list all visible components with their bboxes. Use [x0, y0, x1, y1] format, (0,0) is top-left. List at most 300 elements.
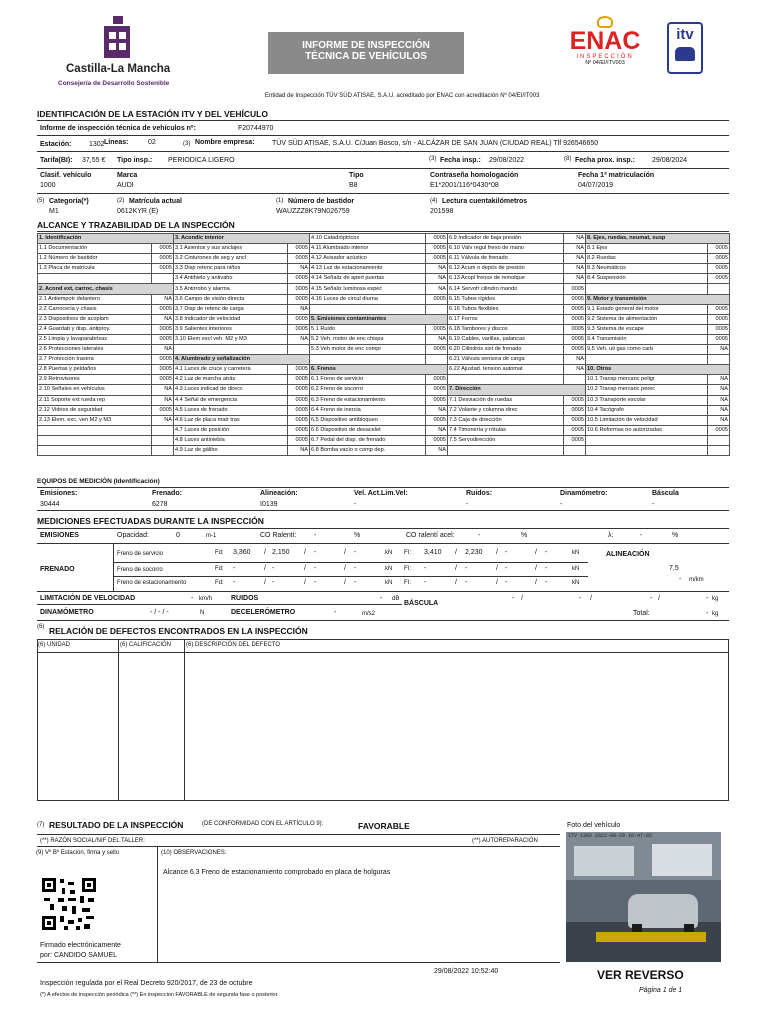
- dinamo-values: - / - / -: [150, 609, 169, 616]
- alcance-item: 2.1 Antiempotr delantero: [38, 294, 152, 304]
- fi-sep: /: [455, 579, 457, 586]
- alcance-result: 0005: [288, 274, 310, 284]
- alcance-row: [38, 405, 730, 415]
- report-no-label: Informe de inspección técnica de vehículos nº:: [40, 125, 196, 132]
- serv-label: Freno de servicio: [117, 551, 164, 557]
- lines: 02: [148, 139, 156, 146]
- fd-value-2: 2,150: [272, 549, 290, 556]
- resultado-title: RESULTADO DE LA INSPECCIÓN: [49, 820, 184, 830]
- ruid: -: [466, 501, 469, 508]
- company-label: Nombre empresa:: [195, 139, 255, 146]
- alcance-row: [38, 324, 730, 334]
- vehicle-photo: [566, 832, 721, 962]
- alcance-result: NA: [288, 334, 310, 344]
- fd-value-1: -: [233, 579, 236, 586]
- taller-label: (**) RAZÓN SOCIAL/NIF DEL TALLER:: [40, 838, 145, 844]
- alcance-result: NA: [426, 405, 448, 415]
- region-name: Castilla-La Mancha: [66, 63, 171, 75]
- alcance-result: 0005: [288, 435, 310, 445]
- enac-number: Nº 04/EI/ITV003: [585, 60, 625, 66]
- alcance-row: [38, 425, 730, 435]
- alcance-item: 6.17 Forros: [448, 314, 564, 324]
- fi-sep: /: [496, 565, 498, 572]
- kg-unit: kg: [712, 596, 719, 602]
- report-title-banner: [268, 32, 464, 74]
- alcance-row: [38, 304, 730, 314]
- dina: -: [560, 501, 563, 508]
- alcance-result: 0005: [426, 244, 448, 254]
- alcance-item: 6.13 Acopl frenos de remolque: [448, 274, 564, 284]
- basc: -: [652, 501, 655, 508]
- alineacion-value: 7,5: [669, 565, 679, 572]
- co-ral: -: [314, 532, 317, 539]
- kn-unit: kN: [572, 580, 580, 586]
- fi-value-4: -: [545, 549, 548, 556]
- alcance-result: NA: [708, 395, 730, 405]
- alcance-item: 6.10 Válv regul freno de mano: [448, 244, 564, 254]
- vin: WAUZZZ8K79N026759: [276, 208, 350, 215]
- enac-text: ENAC: [569, 27, 641, 55]
- alcance-item: 4.16 Luces de circul diurna: [310, 294, 426, 304]
- alcance-item: 9.2 Sistema de alimentación: [586, 314, 708, 324]
- opacidad-label: Opacidad:: [117, 532, 149, 539]
- km-label: Lectura cuentakilómetros: [442, 198, 528, 205]
- car-icon: [675, 47, 695, 61]
- rd-text: Inspección regulada por el Real Decreto 920/2017, de 23 de octubre: [40, 980, 253, 987]
- alcance-result: NA: [152, 395, 174, 405]
- alin-label: Alineación:: [260, 490, 298, 497]
- alcance-result: [426, 304, 448, 314]
- alcance-result: NA: [564, 274, 586, 284]
- ruid-label: Ruidos:: [466, 490, 493, 497]
- fd-sep: /: [304, 565, 306, 572]
- alcance-item: 6.16 Tubos flexibles: [448, 304, 564, 314]
- alcance-row: [38, 254, 730, 264]
- alcance-result: 0005: [564, 435, 586, 445]
- tariff-label: Tarifa(BI):: [40, 157, 73, 164]
- lim-vel-label: LIMITACIÓN DE VELOCIDAD: [40, 595, 136, 602]
- alcance-item: 6.19 Cables, varillas, palancas: [448, 334, 564, 344]
- fd-sep: /: [264, 565, 266, 572]
- alcance-item: 6.4 Freno de inercia: [310, 405, 426, 415]
- alcance-item: 6.12 Acum o depós de presión: [448, 264, 564, 274]
- insp-date-label: Fecha insp.:: [440, 157, 481, 164]
- alcance-row: [38, 375, 730, 385]
- alcance-item: [38, 445, 152, 455]
- alcance-item: 3.3 Disp retenc para niños: [174, 264, 288, 274]
- alcance-result: 0005: [564, 334, 586, 344]
- alcance-item: 3.9 Salientes interiores: [174, 324, 288, 334]
- alcance-item: 2.11 Soporte ext rueda rep: [38, 395, 152, 405]
- alcance-result: 0005: [426, 294, 448, 304]
- cat-sup: (5): [37, 198, 45, 204]
- fd-sep: /: [264, 549, 266, 556]
- firmado-por: por: CANDIDO SAMUEL: [40, 952, 118, 959]
- alcance-item: 1.1 Documentación: [38, 244, 152, 254]
- co-ral-label: CO Ralentí:: [260, 532, 297, 539]
- alcance-result: NA: [564, 355, 586, 365]
- alcance-result: 0005: [564, 284, 586, 294]
- next-date: 29/08/2024: [652, 157, 688, 164]
- co-acel-pct: %: [521, 532, 528, 539]
- alcance-item: 10.1 Transp mercanc peligr: [586, 375, 708, 385]
- fi-sep: /: [535, 549, 537, 556]
- alcance-result: 0005: [708, 314, 730, 324]
- next-date-sup: (8): [564, 156, 572, 162]
- alcance-item: [310, 304, 426, 314]
- alcance-item: 6.15 Tubos rígidos: [448, 294, 564, 304]
- vel: -: [354, 501, 357, 508]
- alineacion-label: ALINEACIÓN: [606, 551, 650, 558]
- alcance-item: 3.6 Campo de visión directa: [174, 294, 288, 304]
- alcance-result: 0005: [152, 244, 174, 254]
- alcance-item: [586, 445, 708, 455]
- lim-vel-value: -: [191, 595, 194, 602]
- kmh-unit: km/h: [199, 596, 213, 602]
- alcance-row: [38, 345, 730, 355]
- kn-unit: kN: [385, 580, 393, 586]
- fi-sep: /: [455, 549, 457, 556]
- fd-sep: /: [264, 579, 266, 586]
- alcance-item: 2.3 Dispositivos de acoplam: [38, 314, 152, 324]
- km: 201598: [430, 208, 454, 215]
- fi-label: FI:: [404, 550, 411, 556]
- alcance-result: 0005: [426, 415, 448, 425]
- kn-unit: kN: [385, 550, 393, 556]
- col-calif: (6) CALIFICACIÓN: [120, 642, 172, 648]
- alcance-item: 2.8 Puertas y peldaños: [38, 365, 152, 375]
- alcance-item: 8.1 Ejes: [586, 244, 708, 254]
- station-label: Estación:: [40, 141, 72, 148]
- alcance-item: [448, 375, 564, 385]
- alin: I0139: [260, 501, 278, 508]
- total-kg-unit: kg: [712, 611, 719, 617]
- alcance-section-title: ALCANCE Y TRAZABILIDAD DE LA INSPECCIÓN: [37, 220, 235, 230]
- company: TÜV SÜD ATISAE, S.A.U. C/Juan Bosco, s/n - ALCÁZAR DE SAN JUAN (CIUDAD REAL) Tlf 926546650: [272, 140, 599, 147]
- alcance-item: 6.21 Válvula sensora de carga: [448, 355, 564, 365]
- report-no: F20744970: [238, 125, 274, 132]
- alcance-result: 0005: [288, 425, 310, 435]
- alcance-result: [426, 355, 448, 365]
- vb-label: (9) Vº Bº Estación, firma y sello: [36, 850, 120, 856]
- alcance-item: 3.1 Asientos y sus anclajes: [174, 244, 288, 254]
- emis: 30444: [40, 501, 60, 508]
- alcance-item: 10. Otros: [586, 365, 730, 375]
- alcance-row: [38, 385, 730, 395]
- alcance-item: [38, 435, 152, 445]
- alcance-row: [38, 435, 730, 445]
- alcance-item: 8.2 Ruedas: [586, 254, 708, 264]
- alcance-item: 4.15 Señaliz luminosa espec: [310, 284, 426, 294]
- alcance-item: 6.22 Ajustad. tension automat: [448, 365, 564, 375]
- alcance-result: 0005: [564, 415, 586, 425]
- alcance-result: 0005: [708, 334, 730, 344]
- alcance-item: 7.4 Timonería y rótulas: [448, 425, 564, 435]
- plate-sup: (2): [117, 198, 125, 204]
- alcance-row: [38, 274, 730, 284]
- alcance-result: 0005: [426, 385, 448, 395]
- alcance-result: NA: [564, 234, 586, 244]
- title-line1: INFORME DE INSPECCIÓN: [302, 40, 430, 51]
- fi-sep: /: [535, 565, 537, 572]
- basc-v2: -: [579, 595, 582, 602]
- alcance-row: [38, 234, 730, 244]
- fd-sep: /: [304, 579, 306, 586]
- alcance-row: [38, 445, 730, 455]
- alcance-result: 0005: [152, 375, 174, 385]
- timestamp: 29/08/2022 10:52:40: [434, 968, 499, 975]
- alcance-result: NA: [564, 254, 586, 264]
- fd-value-3: -: [314, 579, 317, 586]
- qr-code: [40, 876, 98, 932]
- fd-value-4: -: [354, 565, 357, 572]
- insp-type: PERIODICA LIGERO: [168, 157, 235, 164]
- alcance-item: 4.6 Luz de placa matr tras: [174, 415, 288, 425]
- alcance-item: 7.2 Volante y columna direc: [448, 405, 564, 415]
- alcance-result: NA: [708, 375, 730, 385]
- alcance-item: 7.3 Caja de dirección: [448, 415, 564, 425]
- alcance-result: [152, 274, 174, 284]
- alcance-result: 0005: [152, 264, 174, 274]
- resultado-sup: (7): [37, 822, 45, 828]
- alcance-result: 0005: [564, 425, 586, 435]
- alcance-result: 0005: [288, 294, 310, 304]
- alcance-item: 4.2 Luz de marcha atrás: [174, 375, 288, 385]
- alcance-item: 3.7 Disp de retenc de carga: [174, 304, 288, 314]
- homolog-label: Contraseña homologación: [430, 172, 519, 179]
- insp-type-label: Tipo insp.:: [117, 157, 153, 164]
- kn-unit: kN: [385, 566, 393, 572]
- alcance-result: 0005: [288, 415, 310, 425]
- socorro-label: Freno de socorro: [117, 567, 163, 573]
- alcance-item: 2.2 Carrocería y chasis: [38, 304, 152, 314]
- alcance-result: [708, 284, 730, 294]
- cat: M1: [49, 208, 59, 215]
- alcance-row: [38, 264, 730, 274]
- cat-label: Categoría(*): [49, 198, 89, 205]
- alcance-result: 0005: [426, 395, 448, 405]
- total-value: -: [706, 610, 709, 617]
- enac-sub: INSPECCIÓN: [576, 54, 634, 60]
- alcance-row: [38, 284, 730, 294]
- fd-sep: /: [344, 565, 346, 572]
- alcance-item: 6. Frenos: [310, 365, 448, 375]
- col-unidad: (6) UNIDAD: [38, 642, 71, 648]
- foto-label: Foto del vehículo: [567, 822, 621, 829]
- conformidad-label: (DE CONFORMIDAD CON EL ARTÍCULO 9):: [202, 821, 324, 827]
- alcance-item: 9.1 Estado general del motor: [586, 304, 708, 314]
- alcance-result: NA: [708, 345, 730, 355]
- alcance-result: NA: [426, 334, 448, 344]
- alcance-result: 0005: [708, 244, 730, 254]
- title-line2: TÉCNICA DE VEHÍCULOS: [305, 51, 427, 62]
- mediciones-title: MEDICIONES EFECTUADAS DURANTE LA INSPECCIÓN: [37, 516, 264, 526]
- alcance-result: 0005: [708, 254, 730, 264]
- alcance-item: 4.11 Alumbrado interior: [310, 244, 426, 254]
- alcance-result: 0005: [708, 274, 730, 284]
- alcance-item: 4.5 Luces de frenado: [174, 405, 288, 415]
- alcance-item: 6.14 Servofr cilindro mando: [448, 284, 564, 294]
- fi-sep: /: [496, 579, 498, 586]
- alcance-result: 0005: [708, 425, 730, 435]
- emis-label: Emisiones:: [40, 490, 78, 497]
- alcance-result: NA: [426, 274, 448, 284]
- alcance-row: [38, 415, 730, 425]
- ruidos-value: -: [380, 595, 383, 602]
- fi-value-1: -: [424, 579, 427, 586]
- alcance-result: 0005: [152, 254, 174, 264]
- fd-sep: /: [304, 549, 306, 556]
- alcance-result: [708, 445, 730, 455]
- frenado-label: FRENADO: [40, 566, 75, 573]
- alcance-result: NA: [152, 385, 174, 395]
- fd-label: Fd:: [215, 580, 224, 586]
- fd-value-1: 3,360: [233, 549, 251, 556]
- fd-sep: /: [344, 579, 346, 586]
- alcance-result: 0005: [426, 435, 448, 445]
- fi-value-4: -: [545, 579, 548, 586]
- opacidad-unit: m-1: [206, 533, 217, 539]
- alcance-item: 4.7 Luces de posición: [174, 425, 288, 435]
- alcance-row: [38, 395, 730, 405]
- alcance-result: 0005: [288, 365, 310, 375]
- fi-sep: /: [496, 549, 498, 556]
- alcance-result: NA: [288, 304, 310, 314]
- fd-value-2: -: [272, 565, 275, 572]
- alcance-item: 7. Dirección: [448, 385, 586, 395]
- alcance-item: 6.6 Dispositivo de desacelet: [310, 425, 426, 435]
- brand: AUDI: [117, 182, 134, 189]
- fi-value-4: -: [545, 565, 548, 572]
- alcance-item: 4.10 Catadióptricos: [310, 234, 426, 244]
- autorep-label: (**) AUTOREPARACIÓN: [472, 838, 538, 844]
- foto-caption: ITV 1302 2022-08-29 10:47:02: [568, 833, 653, 839]
- resultado-value: FAVORABLE: [358, 821, 410, 831]
- decel-value: -: [334, 609, 337, 616]
- alcance-item: 6.3 Freno de estacionamiento: [310, 395, 426, 405]
- alcance-result: 0005: [152, 365, 174, 375]
- decel-label: DECELERÓMETRO: [231, 609, 296, 616]
- fi-value-1: -: [424, 565, 427, 572]
- basc-v1: -: [512, 595, 515, 602]
- alcance-result: NA: [152, 415, 174, 425]
- first-reg-label: Fecha 1ª matriculación: [578, 172, 655, 179]
- alcance-result: 0005: [288, 375, 310, 385]
- dina-label: Dinamómetro:: [560, 490, 608, 497]
- alcance-item: 5.2 Veh. motor de enc chispa: [310, 334, 426, 344]
- fi-value-2: -: [465, 565, 468, 572]
- class: 1000: [40, 182, 56, 189]
- alcance-item: 10.5 Limitación de velocidad: [586, 415, 708, 425]
- fd-sep: /: [344, 549, 346, 556]
- obs-label: (10) OBSERVACIONES:: [161, 850, 227, 856]
- fren: 6278: [152, 501, 168, 508]
- defectos-sup: (6): [37, 624, 45, 630]
- fi-value-3: -: [505, 549, 508, 556]
- alcance-result: 0005: [426, 345, 448, 355]
- fi-value-1: 3,410: [424, 549, 442, 556]
- co-acel-label: CO ralentí acel:: [406, 532, 455, 539]
- fd-label: Fd:: [215, 550, 224, 556]
- basc-v4: -: [706, 595, 709, 602]
- defectos-title: RELACIÓN DE DEFECTOS ENCONTRADOS EN LA INSPECCIÓN: [49, 626, 308, 636]
- defectos-table: [37, 639, 729, 801]
- alcance-result: [564, 375, 586, 385]
- alcance-item: 2.6 Protecciones laterales: [38, 345, 152, 355]
- homolog: E1*2001/116*0430*08: [430, 182, 499, 189]
- alcance-item: 4.3 Luces indicad de direcc: [174, 385, 288, 395]
- alcance-item: 1. Identificación: [38, 234, 174, 244]
- alcance-item: 8.4 Suspensión: [586, 274, 708, 284]
- fd-value-1: -: [233, 565, 236, 572]
- alcance-result: 0005: [288, 314, 310, 324]
- fd-value-4: -: [354, 579, 357, 586]
- alcance-item: 1.2 Número de bastidor: [38, 254, 152, 264]
- fi-sep: /: [455, 565, 457, 572]
- alcance-result: 0005: [152, 304, 174, 314]
- alcance-result: NA: [426, 425, 448, 435]
- alcance-result: 0005: [564, 314, 586, 324]
- alcance-result: 0005: [564, 405, 586, 415]
- basc-v3: -: [650, 595, 653, 602]
- alcance-item: 3.10 Elem excl veh. M2 y M3: [174, 334, 288, 344]
- alcance-result: 0005: [288, 324, 310, 334]
- emisiones-label: EMISIONES: [40, 532, 79, 539]
- type-label: Tipo: [349, 172, 364, 179]
- alcance-result: NA: [708, 415, 730, 425]
- estac-label: Freno de estacionamiento: [117, 580, 187, 586]
- alcance-row: [38, 334, 730, 344]
- type: B8: [349, 182, 358, 189]
- ms2-unit: m/s2: [362, 611, 376, 617]
- alcance-result: NA: [708, 385, 730, 395]
- dinamo-label: DINAMÓMETRO: [40, 609, 94, 616]
- fi-value-2: -: [465, 579, 468, 586]
- alcance-item: [448, 445, 564, 455]
- alcance-item: 6.5 Dispositivo antibloqueo: [310, 415, 426, 425]
- alcance-item: 9. Motor y transmisión: [586, 294, 730, 304]
- equipos-label: EQUIPOS DE MEDICIÓN (Identificación): [37, 478, 160, 485]
- alcance-result: 0005: [564, 304, 586, 314]
- alcance-result: [708, 355, 730, 365]
- alcance-item: 6.11 Válvula de frenado: [448, 254, 564, 264]
- pagina: Página 1 de 1: [639, 987, 683, 994]
- total-label: Total:: [633, 610, 650, 617]
- alcance-item: 4.1 Luces de cruce y carretera: [174, 365, 288, 375]
- alcance-item: 4. Alumbrado y señalización: [174, 355, 310, 365]
- alcance-item: 9.3 Sistema de escape: [586, 324, 708, 334]
- alcance-result: 0005: [152, 405, 174, 415]
- alcance-result: NA: [426, 284, 448, 294]
- ver-reverso: VER REVERSO: [597, 968, 684, 982]
- alcance-result: NA: [288, 264, 310, 274]
- alcance-item: 2.5 Limpia y lavaparabrisas: [38, 334, 152, 344]
- co-acel: -: [478, 532, 481, 539]
- ruidos-label: RUIDOS: [231, 595, 259, 602]
- alcance-item: 6.7 Pedal del disp. de frenado: [310, 435, 426, 445]
- alcance-row: [38, 244, 730, 254]
- alcance-result: NA: [152, 345, 174, 355]
- station: 1302: [89, 141, 105, 148]
- alcance-row: [38, 314, 730, 324]
- alcance-result: [288, 345, 310, 355]
- class-label: Clasif. vehículo: [40, 172, 92, 179]
- alcance-item: 2.9 Retrovisores: [38, 375, 152, 385]
- itv-logo: [667, 22, 703, 74]
- vin-sup: (1): [276, 198, 284, 204]
- alcance-item: [38, 274, 152, 284]
- alcance-item: 4.14 Señaliz de apert puertas: [310, 274, 426, 284]
